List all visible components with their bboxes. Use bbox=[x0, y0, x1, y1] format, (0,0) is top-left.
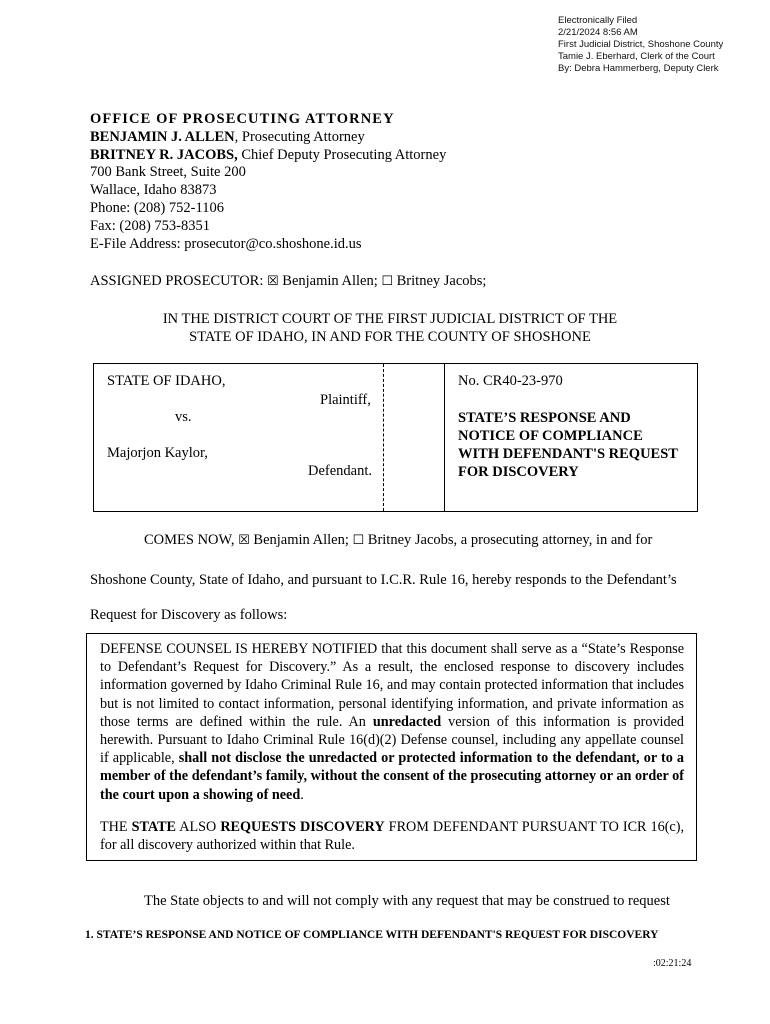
notice-paragraph-1 bbox=[100, 640, 684, 804]
office-title: OFFICE OF PROSECUTING ATTORNEY bbox=[90, 111, 395, 127]
defendant-name: Majorjon Kaylor, bbox=[107, 445, 208, 461]
attorney-name-1: BENJAMIN J. ALLEN bbox=[90, 128, 235, 145]
case-caption-box bbox=[93, 363, 698, 512]
caption-divider-solid bbox=[444, 364, 445, 511]
document-title-line: WITH DEFENDANT'S REQUEST bbox=[458, 446, 678, 462]
notice-emphasis: shall not disclose the unredacted or protected information to the defendant, or to a member of the defendant’s family, without the consent of the prosecuting attorney or an order of the court upon a showing of need bbox=[100, 750, 685, 803]
unchecked-checkbox-icon[interactable]: ☐ bbox=[352, 533, 365, 548]
stamp-line: First Judicial District, Shoshone County bbox=[558, 39, 724, 50]
checked-checkbox-icon[interactable]: ☒ bbox=[267, 274, 279, 289]
office-phone: Phone: (208) 752-1106 bbox=[90, 199, 224, 216]
office-efile: E-File Address: prosecutor@co.shoshone.id.us bbox=[90, 235, 362, 252]
attorney-line-1 bbox=[90, 129, 446, 147]
comes-now-option-jacobs: Britney Jacobs, a prosecuting attorney, in and for bbox=[364, 532, 653, 548]
filing-stamp bbox=[558, 15, 723, 75]
footer-timestamp: :02:21:24 bbox=[653, 958, 692, 969]
office-header bbox=[90, 111, 446, 253]
notice-text: THE bbox=[100, 818, 132, 835]
court-line-2: STATE OF IDAHO, IN AND FOR THE COUNTY OF SHOSHONE bbox=[189, 328, 591, 345]
court-line-1: IN THE DISTRICT COURT OF THE FIRST JUDICIAL DISTRICT OF THE bbox=[162, 311, 618, 327]
stamp-line: 2/21/2024 8:56 AM bbox=[558, 27, 638, 38]
document-title-line: FOR DISCOVERY bbox=[458, 464, 579, 480]
comes-now-option-allen: Benjamin Allen; bbox=[249, 532, 353, 548]
attorney-role-2: Chief Deputy Prosecuting Attorney bbox=[237, 146, 447, 163]
defense-notice-box bbox=[86, 633, 697, 861]
attorney-role-1: , Prosecuting Attorney bbox=[234, 128, 365, 145]
comes-now-line-3: Request for Discovery as follows: bbox=[90, 607, 288, 623]
document-title-line: NOTICE OF COMPLIANCE bbox=[458, 428, 643, 444]
notice-emphasis: REQUESTS DISCOVERY bbox=[220, 818, 385, 835]
objection-line: The State objects to and will not comply with any request that may be construed to request bbox=[144, 893, 670, 909]
case-number: No. CR40-23-970 bbox=[458, 373, 563, 389]
assigned-prosecutor bbox=[90, 273, 486, 290]
plaintiff-label: Plaintiff, bbox=[320, 392, 371, 408]
caption-divider-dashed bbox=[383, 364, 384, 511]
section-heading: 1. STATE’S RESPONSE AND NOTICE OF COMPLIANCE WITH DEFENDANT'S REQUEST FOR DISCOVERY bbox=[85, 929, 659, 941]
notice-paragraph-2 bbox=[100, 818, 684, 854]
plaintiff-name: STATE OF IDAHO, bbox=[107, 373, 226, 389]
checked-checkbox-icon[interactable]: ☒ bbox=[238, 533, 250, 548]
stamp-line: Tamie J. Eberhard, Clerk of the Court bbox=[558, 51, 715, 62]
unchecked-checkbox-icon[interactable]: ☐ bbox=[381, 274, 394, 289]
notice-text: ALSO bbox=[176, 818, 221, 835]
stamp-line: Electronically Filed bbox=[558, 15, 638, 26]
document-title bbox=[458, 409, 698, 481]
office-fax: Fax: (208) 753-8351 bbox=[90, 217, 211, 234]
assigned-option-jacobs: Britney Jacobs; bbox=[393, 273, 487, 289]
office-street: 700 Bank Street, Suite 200 bbox=[90, 164, 246, 181]
office-city: Wallace, Idaho 83873 bbox=[90, 182, 217, 199]
attorney-line-2 bbox=[90, 147, 446, 165]
comes-now-prefix: COMES NOW, bbox=[144, 532, 239, 548]
notice-emphasis: STATE bbox=[131, 818, 177, 835]
court-heading bbox=[90, 311, 690, 346]
versus-label: vs. bbox=[175, 409, 192, 425]
notice-text: version of this information is provided herewith. Pursuant to Idaho Criminal Rule 16(d)(2) Defense counsel, including any appellate counsel if applicable, bbox=[100, 713, 684, 767]
document-title-line: STATE’S RESPONSE AND bbox=[458, 410, 631, 426]
attorney-name-2: BRITNEY R. JACOBS, bbox=[90, 146, 238, 163]
defendant-label: Defendant. bbox=[308, 463, 373, 479]
notice-text: . bbox=[300, 786, 304, 803]
stamp-line: By: Debra Hammerberg, Deputy Clerk bbox=[558, 63, 719, 74]
notice-text: FROM DEFENDANT PURSUANT TO ICR 16(c), for all discovery authorized within that Rule. bbox=[100, 818, 684, 854]
assigned-label: ASSIGNED PROSECUTOR: bbox=[90, 273, 267, 289]
notice-emphasis: unredacted bbox=[372, 713, 442, 730]
notice-text: DEFENSE COUNSEL IS HEREBY NOTIFIED that this document shall serve as a “State’s Response to Defendant’s Request for Discovery.” As a result, the enclosed response to discovery includes information governed by Idaho Criminal Rule 16, and may contain protected information that includes but is not limited to contact information, personal identifying information, and private information as those terms are defined within the rule. An bbox=[100, 641, 684, 730]
assigned-option-allen: Benjamin Allen; bbox=[278, 273, 382, 289]
comes-now-line-1 bbox=[90, 532, 690, 549]
comes-now-line-2: Shoshone County, State of Idaho, and pursuant to I.C.R. Rule 16, hereby responds to the Defendant’s bbox=[90, 572, 677, 588]
